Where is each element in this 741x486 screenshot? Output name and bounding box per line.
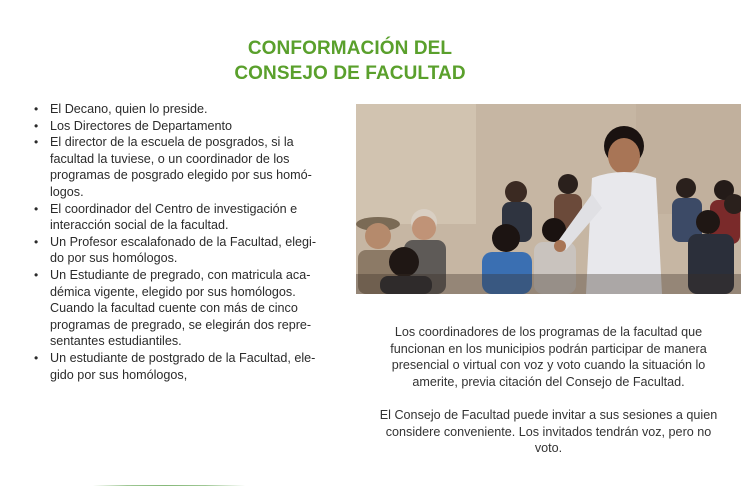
- list-item: [34, 350, 334, 383]
- list-item-line: El coordinador del Centro de investigación e: [50, 201, 298, 216]
- list-item-line: Los Directores de Departamento: [50, 118, 233, 133]
- caption-line: considere conveniente. Los invitados tendrán voz, pero no: [385, 424, 712, 439]
- list-item-line: démica vigente, elegido por sus homólogos.: [50, 284, 296, 299]
- bullet-icon: •: [34, 267, 39, 282]
- caption-line: Los coordinadores de los programas de la facultad que: [394, 325, 703, 339]
- title-line-2: CONSEJO DE FACULTAD: [234, 63, 466, 84]
- caption-municipal-coordinators: [356, 324, 741, 390]
- title-line-1: CONFORMACIÓN DEL: [247, 38, 453, 59]
- bullet-icon: •: [34, 201, 39, 216]
- members-list: [34, 101, 334, 383]
- council-meeting-photo: [356, 104, 741, 294]
- page-title: [150, 36, 550, 86]
- list-item-line: Un estudiante de postgrado de la Facultad, ele-: [50, 350, 316, 365]
- list-item: [34, 267, 334, 350]
- bullet-icon: •: [34, 135, 39, 150]
- caption-line: amerite, previa citación del Consejo de Facultad.: [412, 374, 685, 389]
- bottom-green-band: [0, 478, 741, 486]
- list-item-line: Un Profesor escalafonado de la Facultad, elegi-: [50, 234, 317, 249]
- list-item-line: El Decano, quien lo preside.: [50, 102, 208, 116]
- bullet-icon: •: [34, 350, 39, 365]
- list-item-line: do por sus homólogos.: [50, 251, 178, 266]
- bullet-icon: •: [34, 234, 39, 249]
- bullet-icon: •: [34, 118, 39, 133]
- caption-line: presencial o virtual con voz y voto cuando la situación lo: [391, 358, 706, 373]
- photo-illustration: [356, 104, 741, 294]
- list-item: [34, 201, 334, 234]
- bullet-icon: •: [34, 102, 39, 116]
- caption-invited-guests: [356, 407, 741, 457]
- caption-line: El Consejo de Facultad puede invitar a sus sesiones a quien: [379, 408, 718, 422]
- list-item-line: interacción social de la facultad.: [50, 218, 229, 233]
- list-item-line: Un Estudiante de pregrado, con matricula aca-: [50, 267, 311, 282]
- list-item: [34, 134, 334, 200]
- list-item-line: gido por sus homólogos,: [50, 367, 188, 382]
- list-item: [34, 234, 334, 267]
- caption-line: funcionan en los municipios podrán participar de manera: [390, 341, 707, 356]
- list-item-line: programas de posgrado elegido por sus homó-: [50, 168, 312, 183]
- list-item: [34, 118, 334, 135]
- list-item-line: Cuando la facultad cuente con más de cinco: [50, 301, 298, 316]
- list-item-line: sentantes estudiantiles.: [50, 334, 182, 349]
- list-item: [34, 101, 334, 118]
- list-item-line: logos.: [50, 184, 84, 199]
- caption-line: voto.: [534, 441, 563, 456]
- list-item-line: El director de la escuela de posgrados, si la: [50, 135, 294, 150]
- list-item-line: facultad la tuviese, o un coordinador de los: [50, 151, 290, 166]
- list-item-line: programas de pregrado, se elegirán dos repre-: [50, 317, 312, 332]
